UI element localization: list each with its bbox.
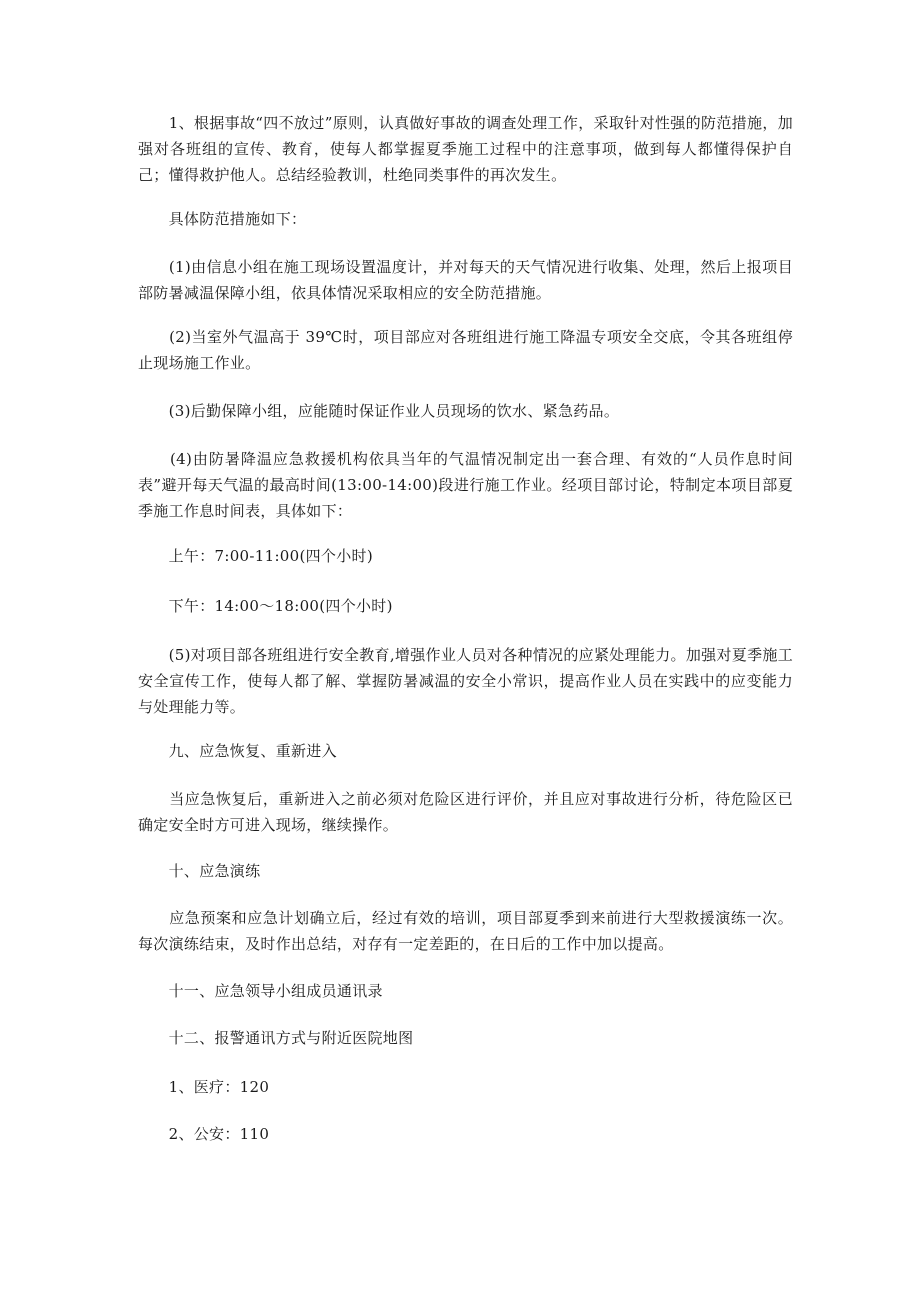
paragraph-measure-2: (2)当室外气温高于 39℃时，项目部应对各班组进行施工降温专项安全交底，令其各班组停止现场施工作业。 xyxy=(138,328,793,372)
paragraph-measure-4: (4)由防暑降温应急救援机构依具当年的气温情况制定出一套合理、有效的“人员作息时间表”避开每天气温的最高时间(13:00-14:00)段进行施工作业。经项目部讨论，特制定本项目部夏季施工作息时间表，具体如下： xyxy=(138,450,793,520)
paragraph-measure-5: (5)对项目部各班组进行安全教育,增强作业人员对各种情况的应紧处理能力。加强对夏季施工安全宣传工作，使每人都了解、掌握防暑减温的安全小常识，提高作业人员在实践中的应变能力与处理能力等。 xyxy=(138,646,793,716)
paragraph-morning-schedule: 上午：7:00-11:00(四个小时) xyxy=(138,547,373,565)
section-heading-recovery: 九、应急恢复、重新进入 xyxy=(138,742,337,760)
paragraph-afternoon-schedule: 下午：14:00～18:00(四个小时) xyxy=(138,597,393,615)
paragraph-accident-principle: 1、根据事故“四不放过”原则，认真做好事故的调查处理工作，采取针对性强的防范措施，加强对各班组的宣传、教育，使每人都掌握夏季施工过程中的注意事项，做到每人都懂得保护自己；懂得救护他人。总结经验教训，杜绝同类事件的再次发生。 xyxy=(138,114,793,184)
paragraph-recovery: 当应急恢复后，重新进入之前必须对危险区进行评价，并且应对事故进行分析，待危险区已确定安全时方可进入现场，继续操作。 xyxy=(138,790,793,834)
paragraph-measure-3: (3)后勤保障小组，应能随时保证作业人员现场的饮水、紧急药品。 xyxy=(138,402,620,420)
section-heading-contacts: 十一、应急领导小组成员通讯录 xyxy=(138,982,383,1000)
paragraph-measures-heading: 具体防范措施如下： xyxy=(138,210,307,228)
list-item-medical: 1、医疗：120 xyxy=(138,1078,270,1096)
section-heading-emergency-numbers: 十二、报警通讯方式与附近医院地图 xyxy=(138,1029,414,1047)
paragraph-measure-1: (1)由信息小组在施工现场设置温度计，并对每天的天气情况进行收集、处理，然后上报项目部防暑减温保障小组，依具体情况采取相应的安全防范措施。 xyxy=(138,258,793,302)
paragraph-drill: 应急预案和应急计划确立后，经过有效的培训，项目部夏季到来前进行大型救援演练一次。每次演练结束，及时作出总结，对存有一定差距的，在日后的工作中加以提高。 xyxy=(138,909,793,953)
list-item-police: 2、公安：110 xyxy=(138,1125,270,1143)
section-heading-drill: 十、应急演练 xyxy=(138,862,261,880)
